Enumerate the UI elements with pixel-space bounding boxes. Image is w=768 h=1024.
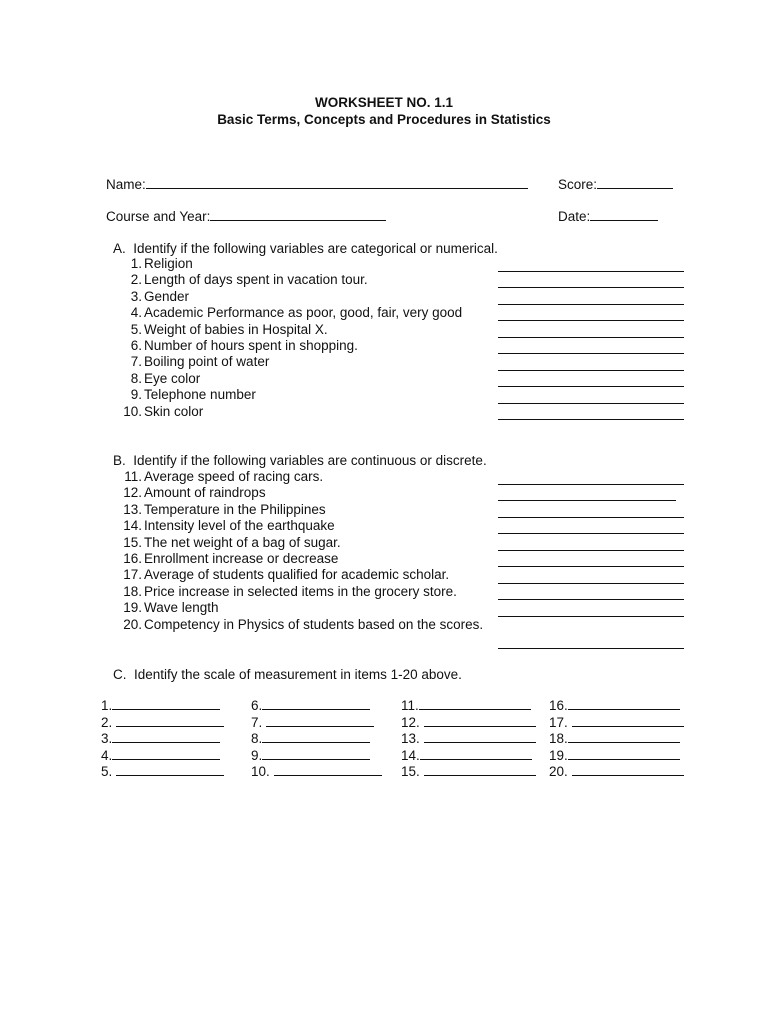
answer-line[interactable] <box>498 648 684 649</box>
question-text: Length of days spent in vacation tour. <box>144 272 368 288</box>
answer-line[interactable] <box>498 419 684 420</box>
question-number: 16. <box>123 551 142 566</box>
scale-answer-slot[interactable] <box>401 748 532 765</box>
question-number: 19. <box>123 600 142 616</box>
slot-blank[interactable] <box>112 749 220 760</box>
question-item <box>113 322 493 338</box>
slot-number: 4. <box>101 747 113 763</box>
question-text: Average of students qualified for academic scholar. <box>144 567 450 583</box>
answer-line[interactable] <box>498 271 684 272</box>
scale-answer-slot[interactable] <box>251 715 374 732</box>
question-number: 8. <box>130 370 142 386</box>
question-item <box>113 272 493 288</box>
slot-number: 10. <box>251 764 274 780</box>
answer-line[interactable] <box>498 287 684 288</box>
question-item <box>113 387 493 403</box>
slot-number: 5. <box>101 764 117 780</box>
slot-blank[interactable] <box>116 716 224 727</box>
question-text: Amount of raindrops <box>144 485 266 501</box>
scale-answer-slot[interactable] <box>401 715 536 732</box>
slot-blank[interactable] <box>424 765 536 776</box>
question-item <box>113 256 493 272</box>
slot-number: 19. <box>549 747 568 763</box>
scale-answer-slot[interactable] <box>251 764 382 781</box>
slot-blank[interactable] <box>572 765 684 776</box>
slot-number: 14. <box>401 747 420 763</box>
answer-line[interactable] <box>498 583 684 584</box>
answer-line[interactable] <box>498 403 684 404</box>
question-number: 18. <box>123 583 142 599</box>
answer-line[interactable] <box>498 500 676 501</box>
question-item <box>113 567 493 583</box>
scale-answer-slot[interactable] <box>549 748 680 765</box>
course-year-field[interactable] <box>91 191 386 242</box>
scale-answer-slot[interactable] <box>549 764 684 781</box>
question-text: Skin color <box>144 403 204 419</box>
question-number: 2. <box>130 272 142 288</box>
answer-line[interactable] <box>498 320 684 321</box>
scale-answer-slot[interactable] <box>101 748 220 765</box>
question-text: Number of hours spent in shopping. <box>144 338 358 353</box>
slot-number: 20. <box>549 764 572 780</box>
question-number: 11. <box>124 469 142 484</box>
scale-answer-slot[interactable] <box>401 698 531 715</box>
answer-line[interactable] <box>498 566 684 567</box>
question-number: 1. <box>130 256 142 271</box>
scale-answer-slot[interactable] <box>251 698 370 715</box>
scale-answer-slot[interactable] <box>251 748 370 765</box>
answer-line[interactable] <box>498 533 684 534</box>
question-text: Eye color <box>144 370 201 386</box>
question-number: 12. <box>123 485 142 501</box>
worksheet-header <box>0 94 768 128</box>
question-item <box>113 535 493 551</box>
scale-answer-slot[interactable] <box>101 715 224 732</box>
scale-answer-slot[interactable] <box>101 731 220 748</box>
date-field[interactable] <box>543 191 658 242</box>
question-item <box>113 338 493 354</box>
slot-number: 11. <box>401 698 419 713</box>
answer-line[interactable] <box>498 550 684 551</box>
question-number: 5. <box>130 321 142 337</box>
slot-number: 1. <box>101 698 113 713</box>
question-text: Temperature in the Philippines <box>144 501 326 517</box>
question-text: Price increase in selected items in the grocery store. <box>144 583 457 599</box>
slot-blank[interactable] <box>419 699 531 710</box>
slot-blank[interactable] <box>262 732 370 743</box>
slot-blank[interactable] <box>572 716 684 727</box>
question-number: 3. <box>130 288 142 304</box>
question-item <box>113 289 493 305</box>
question-text: Weight of babies in Hospital X. <box>144 321 328 337</box>
question-text: Competency in Physics of students based on the scores. <box>144 616 484 632</box>
slot-blank[interactable] <box>116 765 224 776</box>
slot-number: 6. <box>251 698 263 713</box>
scale-answer-slot[interactable] <box>549 731 680 748</box>
slot-number: 2. <box>101 714 117 730</box>
question-number: 9. <box>130 387 142 403</box>
answer-line[interactable] <box>498 337 684 338</box>
slot-blank[interactable] <box>568 699 680 710</box>
scale-answer-slot[interactable] <box>101 698 220 715</box>
answer-line[interactable] <box>498 386 684 387</box>
question-text: Intensity level of the earthquake <box>144 518 335 534</box>
question-item <box>113 600 493 616</box>
question-item <box>113 584 493 600</box>
question-item <box>113 354 493 370</box>
slot-number: 12. <box>401 714 424 730</box>
section-b-instruction: B. Identify if the following variables are continuous or discrete. <box>113 453 487 468</box>
question-number: 15. <box>123 534 142 550</box>
slot-blank[interactable] <box>424 732 536 743</box>
question-item <box>113 305 493 321</box>
slot-blank[interactable] <box>568 732 680 743</box>
scale-answer-slot[interactable] <box>401 764 536 781</box>
slot-number: 13. <box>401 731 424 747</box>
question-number: 7. <box>130 354 142 370</box>
slot-blank[interactable] <box>112 732 220 743</box>
slot-number: 18. <box>549 731 568 747</box>
question-text: Boiling point of water <box>144 354 270 370</box>
course-year-blank[interactable] <box>210 208 386 221</box>
date-blank[interactable] <box>590 208 658 221</box>
slot-blank[interactable] <box>420 749 532 760</box>
section-a-instruction: A. Identify if the following variables are categorical or numerical. <box>113 241 498 256</box>
slot-number: 17. <box>549 714 572 730</box>
question-number: 14. <box>123 518 142 534</box>
question-text: The net weight of a bag of sugar. <box>144 534 341 550</box>
question-number: 10. <box>123 403 142 419</box>
question-item <box>113 404 493 420</box>
question-number: 4. <box>130 305 142 321</box>
question-item <box>113 518 493 534</box>
question-item <box>113 371 493 387</box>
scale-answer-slot[interactable] <box>401 731 536 748</box>
date-label: Date: <box>558 209 591 224</box>
slot-number: 16. <box>549 698 568 713</box>
answer-line[interactable] <box>498 353 684 354</box>
slot-number: 9. <box>251 747 263 763</box>
answer-line[interactable] <box>498 370 684 371</box>
question-number: 17. <box>123 567 142 583</box>
question-item <box>113 502 493 518</box>
question-text: Wave length <box>144 600 219 616</box>
answer-line[interactable] <box>498 599 684 600</box>
slot-blank[interactable] <box>112 699 220 710</box>
name-label: Name: <box>106 177 146 192</box>
question-text: Telephone number <box>144 387 256 403</box>
answer-line[interactable] <box>498 517 684 518</box>
question-text: Academic Performance as poor, good, fair, very good <box>144 305 463 321</box>
section-c-instruction: C. Identify the scale of measurement in items 1-20 above. <box>113 667 462 682</box>
slot-number: 15. <box>401 764 424 780</box>
slot-blank[interactable] <box>266 716 374 727</box>
question-text: Religion <box>144 256 193 271</box>
question-item <box>113 551 493 567</box>
question-number: 6. <box>130 338 142 353</box>
question-number: 20. <box>123 616 142 632</box>
scale-answer-slot[interactable] <box>101 764 224 781</box>
scale-answer-slot[interactable] <box>549 715 684 732</box>
answer-line[interactable] <box>498 616 684 617</box>
worksheet-number: WORKSHEET NO. 1.1 <box>314 95 454 110</box>
answer-line[interactable] <box>498 484 684 485</box>
score-label: Score: <box>558 177 598 192</box>
slot-blank[interactable] <box>262 749 370 760</box>
question-item <box>113 469 493 485</box>
slot-blank[interactable] <box>274 765 382 776</box>
worksheet-title: Basic Terms, Concepts and Procedures in Statistics <box>217 112 551 127</box>
slot-blank[interactable] <box>568 749 680 760</box>
scale-answer-slot[interactable] <box>549 698 680 715</box>
question-text: Gender <box>144 288 190 304</box>
scale-answer-slot[interactable] <box>251 731 370 748</box>
question-item <box>113 617 493 633</box>
answer-line[interactable] <box>498 304 684 305</box>
score-blank[interactable] <box>597 176 673 189</box>
slot-number: 7. <box>251 714 267 730</box>
slot-number: 3. <box>101 731 113 747</box>
slot-blank[interactable] <box>262 699 370 710</box>
question-item <box>113 485 493 501</box>
course-year-label: Course and Year: <box>106 209 211 224</box>
question-text: Average speed of racing cars. <box>144 469 324 484</box>
question-text: Enrollment increase or decrease <box>144 551 339 566</box>
name-blank[interactable] <box>146 176 528 189</box>
slot-number: 8. <box>251 731 263 747</box>
question-number: 13. <box>123 501 142 517</box>
slot-blank[interactable] <box>424 716 536 727</box>
